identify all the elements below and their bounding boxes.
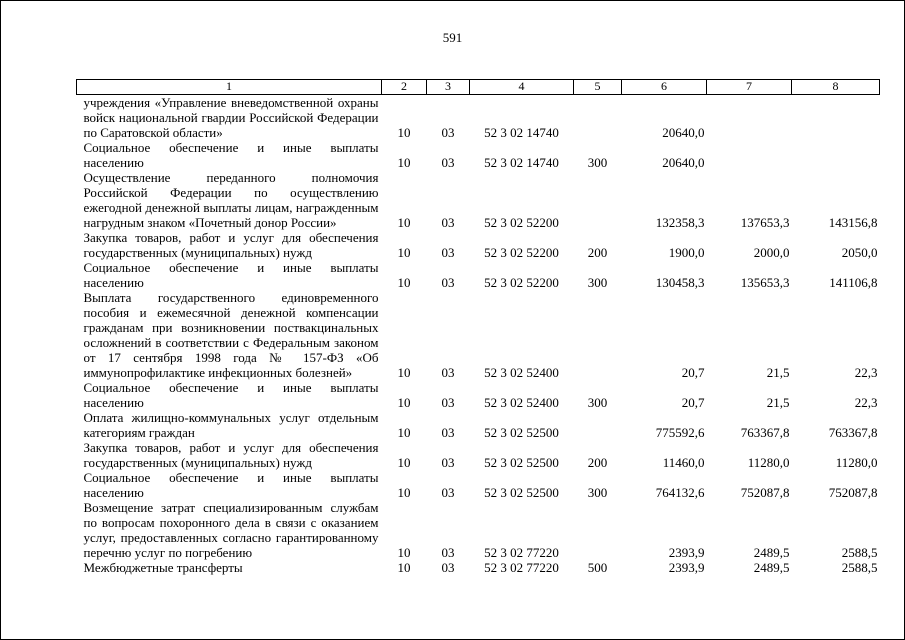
value-cell: 300: [587, 395, 608, 410]
value-cell: [574, 170, 622, 230]
value-cell: 752087,8: [740, 485, 790, 500]
value-cell: 52 3 02 52500: [484, 485, 559, 500]
value-cell: 52 3 02 14740: [484, 155, 559, 170]
value-cell: 10: [397, 215, 411, 230]
value-cell: 52 3 02 52500: [484, 455, 559, 470]
value-cell: 20640,0: [662, 155, 705, 170]
value-cell: 2393,9: [668, 545, 705, 560]
value-cell: 52 3 02 77220: [484, 545, 559, 560]
expense-name-cell: Выплата государственного единовременного пособия и ежемесячной денежной компенсации гражданам при возникновении поствакцинальных осложнений в соответствии с Федеральным законом от 17 сентября 1998 года № 157-ФЗ «Об иммунопрофилактике инфекционных болезней»: [83, 290, 379, 380]
value-cell: 763367,8: [740, 425, 790, 440]
value-cell: 10: [397, 545, 411, 560]
value-cell: 03: [441, 125, 455, 140]
value-cell: [792, 95, 880, 141]
value-cell: 52 3 02 52200: [484, 275, 559, 290]
expense-name-cell: Осуществление переданного полномочия Российской Федерации по осуществлению ежегодной денежной выплаты лицам, награжденным нагрудным знаком «Почетный донор России»: [83, 170, 379, 230]
value-cell: 11280,0: [835, 455, 878, 470]
value-cell: 20,7: [681, 365, 705, 380]
value-cell: 22,3: [854, 395, 878, 410]
value-cell: 10: [397, 485, 411, 500]
table-row: [77, 170, 880, 230]
value-cell: 03: [441, 455, 455, 470]
value-cell: 52 3 02 52400: [484, 365, 559, 380]
value-cell: 20640,0: [662, 125, 705, 140]
table-row: [77, 410, 880, 440]
value-cell: 132358,3: [655, 215, 705, 230]
value-cell: [707, 95, 792, 141]
value-cell: 137653,3: [740, 215, 790, 230]
value-cell: 500: [587, 560, 608, 575]
table-body: [77, 95, 880, 576]
value-cell: 300: [587, 155, 608, 170]
value-cell: 200: [587, 455, 608, 470]
value-cell: 135653,3: [740, 275, 790, 290]
value-cell: 10: [397, 560, 411, 575]
value-cell: 763367,8: [828, 425, 878, 440]
value-cell: 03: [441, 485, 455, 500]
expense-name-cell: Закупка товаров, работ и услуг для обеспечения государственных (муниципальных) нужд: [83, 230, 379, 260]
value-cell: 03: [441, 545, 455, 560]
value-cell: 141106,8: [829, 275, 878, 290]
value-cell: 03: [441, 395, 455, 410]
value-cell: [574, 95, 622, 141]
expense-name-cell: Социальное обеспечение и иные выплаты населению: [83, 470, 379, 500]
table-header-row: [77, 80, 880, 95]
value-cell: 10: [397, 245, 411, 260]
value-cell: 03: [441, 215, 455, 230]
column-header: 8: [792, 80, 880, 95]
value-cell: 10: [397, 425, 411, 440]
table-row: [77, 230, 880, 260]
value-cell: 2000,0: [753, 245, 790, 260]
value-cell: 143156,8: [828, 215, 878, 230]
value-cell: 775592,6: [655, 425, 705, 440]
value-cell: 03: [441, 365, 455, 380]
value-cell: 2489,5: [753, 545, 790, 560]
value-cell: 2489,5: [753, 560, 790, 575]
value-cell: 200: [587, 245, 608, 260]
expense-name-cell: Возмещение затрат специализированным службам по вопросам похоронного дела в связи с оказанием услуг, предоставленных согласно гарантированному перечню услуг по погребению: [83, 500, 379, 560]
expense-name-cell: Оплата жилищно-коммунальных услуг отдельным категориям граждан: [83, 410, 379, 440]
budget-table: [76, 79, 880, 575]
column-header: 2: [382, 80, 427, 95]
expense-name-cell: Социальное обеспечение и иные выплаты населению: [83, 260, 379, 290]
value-cell: 22,3: [854, 365, 878, 380]
column-header: 6: [622, 80, 707, 95]
value-cell: 52 3 02 14740: [484, 125, 559, 140]
table-row: [77, 380, 880, 410]
expense-name-cell: Социальное обеспечение и иные выплаты населению: [83, 380, 379, 410]
value-cell: 11460,0: [662, 455, 705, 470]
table-row: [77, 440, 880, 470]
value-cell: [574, 290, 622, 380]
value-cell: 11280,0: [747, 455, 790, 470]
value-cell: 752087,8: [828, 485, 878, 500]
value-cell: 10: [397, 395, 411, 410]
table-row: [77, 470, 880, 500]
value-cell: 20,7: [681, 395, 705, 410]
value-cell: 2588,5: [841, 545, 878, 560]
value-cell: 10: [397, 455, 411, 470]
value-cell: 2393,9: [668, 560, 705, 575]
value-cell: [707, 140, 792, 170]
value-cell: 52 3 02 77220: [484, 560, 559, 575]
value-cell: 52 3 02 52500: [484, 425, 559, 440]
value-cell: 2588,5: [841, 560, 878, 575]
table-row: [77, 140, 880, 170]
value-cell: 03: [441, 245, 455, 260]
value-cell: 300: [587, 485, 608, 500]
value-cell: 2050,0: [841, 245, 878, 260]
value-cell: 130458,3: [655, 275, 705, 290]
column-header: 5: [574, 80, 622, 95]
table-row: [77, 560, 880, 575]
value-cell: [792, 140, 880, 170]
value-cell: 10: [397, 275, 411, 290]
value-cell: 52 3 02 52200: [484, 245, 559, 260]
value-cell: 03: [441, 425, 455, 440]
expense-name-cell: Социальное обеспечение и иные выплаты населению: [83, 140, 379, 170]
value-cell: 21,5: [766, 395, 790, 410]
value-cell: 03: [441, 275, 455, 290]
value-cell: 52 3 02 52200: [484, 215, 559, 230]
table-row: [77, 290, 880, 380]
value-cell: 52 3 02 52400: [484, 395, 559, 410]
table-row: [77, 500, 880, 560]
value-cell: 21,5: [766, 365, 790, 380]
value-cell: 03: [441, 155, 455, 170]
column-header: 3: [427, 80, 470, 95]
value-cell: [574, 410, 622, 440]
table-row: [77, 260, 880, 290]
value-cell: 1900,0: [668, 245, 705, 260]
value-cell: 10: [397, 365, 411, 380]
column-header: 4: [470, 80, 574, 95]
table-row: [77, 95, 880, 141]
expense-name-cell: Межбюджетные трансферты: [83, 560, 243, 575]
value-cell: 10: [397, 155, 411, 170]
value-cell: 300: [587, 275, 608, 290]
column-header: 1: [77, 80, 382, 95]
column-header: 7: [707, 80, 792, 95]
value-cell: [574, 500, 622, 560]
page-number: 591: [442, 30, 463, 45]
expense-name-cell: Закупка товаров, работ и услуг для обеспечения государственных (муниципальных) нужд: [83, 440, 379, 470]
expense-name-cell: учреждения «Управление вневедомственной охраны войск национальной гвардии Российской Федерации по Саратовской области»: [83, 95, 379, 140]
value-cell: 10: [397, 125, 411, 140]
value-cell: 03: [441, 560, 455, 575]
value-cell: 764132,6: [655, 485, 705, 500]
